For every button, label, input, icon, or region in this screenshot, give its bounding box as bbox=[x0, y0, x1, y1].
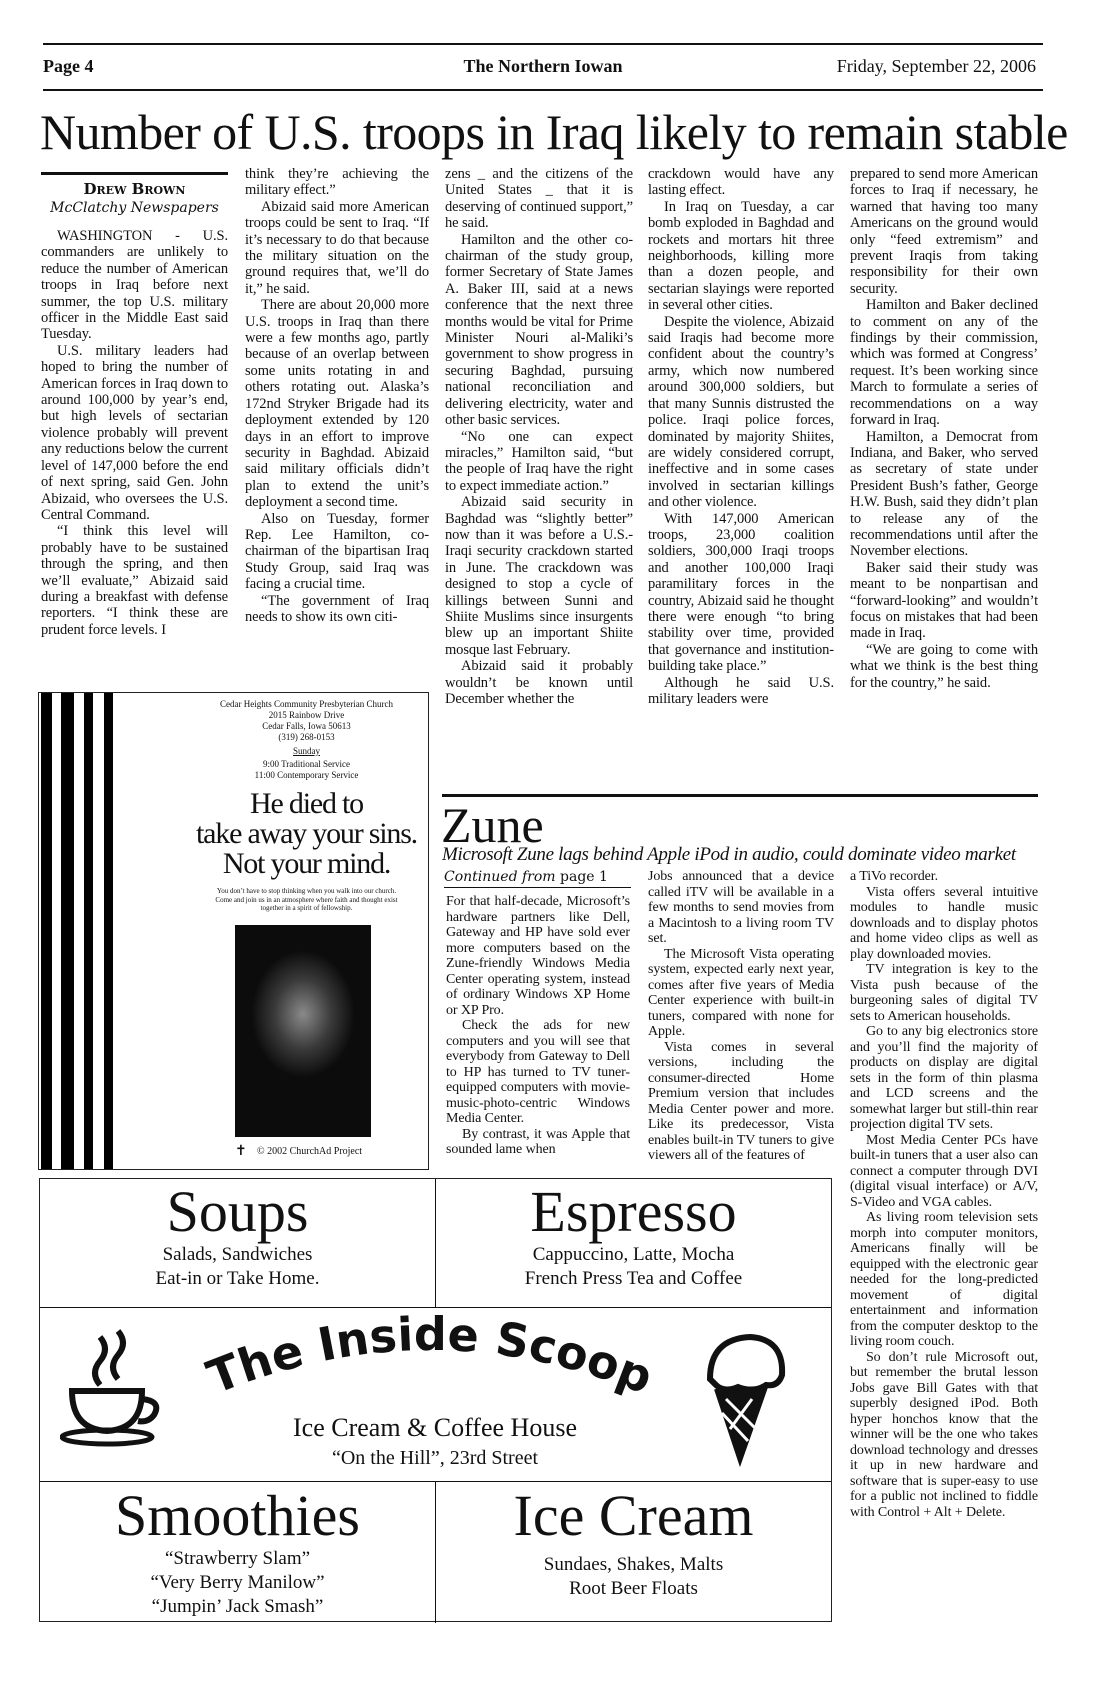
brand-logo bbox=[180, 1311, 680, 1409]
ice-cream-title: Ice Cream bbox=[513, 1483, 754, 1548]
header-rule bbox=[43, 89, 1043, 91]
service-day: Sunday bbox=[293, 746, 320, 756]
soups-title: Soups bbox=[166, 1179, 309, 1244]
paragraph: Hamilton and Baker declined to comment on any of the findings by their commission, which was formed at Congress’ request. It’s been working since March to formulate a series of recommendations on a way forward in Iraq. bbox=[850, 297, 1038, 429]
smoothie-item: “Very Berry Manilow” bbox=[150, 1572, 325, 1593]
service-time-1: 9:00 Traditional Service bbox=[263, 759, 350, 769]
smoothies-title: Smoothies bbox=[115, 1483, 360, 1548]
decorative-stripe bbox=[41, 693, 52, 1169]
paragraph: Despite the violence, Abizaid said Iraqis had become more confident about the country’s army, which now numbered around 300,000 soldiers, but that many Sunnis distrusted the police. Iraqi police forces, dominated by majority Shiites, are widely considered corrupt, ineffective and in some cases involved in sectarian killings and other violence. bbox=[648, 313, 834, 511]
ad-divider bbox=[40, 1307, 831, 1308]
newspaper-name: The Northern Iowan bbox=[463, 56, 623, 76]
continued-label: Continued from bbox=[444, 869, 556, 885]
inside-scoop-advertisement bbox=[39, 1178, 832, 1622]
soups-line-1: Salads, Sandwiches bbox=[162, 1244, 313, 1265]
paragraph: Go to any big electronics store and you’ll find the majority of products on display are digital sets in the form of thin plasma and LCD screens and the somewhat larger but still-thin rear projection digital TV sets. bbox=[850, 1024, 1038, 1132]
church-phone: (319) 268-0153 bbox=[278, 732, 335, 742]
zune-subtitle: Microsoft Zune lags behind Apple iPod in audio, could dominate video market bbox=[442, 844, 1016, 865]
article-column-4 bbox=[648, 166, 834, 707]
continued-from bbox=[444, 869, 631, 888]
article-column-1 bbox=[41, 228, 228, 638]
author-organization: McClatchy Newspapers bbox=[50, 200, 219, 216]
church-headline bbox=[179, 789, 429, 879]
espresso-panel bbox=[436, 1181, 831, 1291]
decorative-stripe bbox=[84, 693, 93, 1169]
church-city: Cedar Falls, Iowa 50613 bbox=[262, 721, 351, 731]
paragraph: There are about 20,000 more U.S. troops in Iraq than there were a few months ago, partly because of an overlap between some units rotating in and others rotating out. Alaska’s 172nd Stryker Brigade had its deployment extended by 120 days in an effort to improve security in Baghdad. Abizaid said military officials didn’t plan to extend the unit’s deployment a second time. bbox=[245, 297, 429, 511]
paragraph: Jobs announced that a device called iTV will be available in a few months to send movies from a Macintosh to a living room TV set. bbox=[648, 869, 834, 946]
paragraph: Abizaid said it probably wouldn’t be known until December whether the bbox=[445, 658, 633, 707]
paragraph: In Iraq on Tuesday, a car bomb exploded in Baghdad and rockets and mortars hit three neighborhoods, killing more than a dozen people, and sectarian slayings were reported in several other cities. bbox=[648, 198, 834, 314]
paragraph: WASHINGTON - U.S. commanders are unlikely to reduce the number of American troops in Iraq before next summer, the top U.S. military officer in the Middle East said Tuesday. bbox=[41, 228, 228, 343]
page-number: Page 4 bbox=[43, 56, 94, 76]
headline-line-3: Not your mind. bbox=[222, 847, 391, 880]
soups-panel bbox=[40, 1181, 435, 1291]
paragraph: crackdown would have any lasting effect. bbox=[648, 166, 834, 199]
church-address: 2015 Rainbow Drive bbox=[268, 710, 345, 720]
copyright: © 2002 ChurchAd Project bbox=[257, 1146, 363, 1157]
paragraph: “The government of Iraq needs to show its own citi- bbox=[245, 592, 429, 625]
paragraph: Although he said U.S. military leaders were bbox=[648, 674, 834, 707]
top-rule bbox=[43, 43, 1043, 45]
ice-cream-line-1: Sundaes, Shakes, Malts bbox=[543, 1554, 724, 1575]
zune-title: Zune bbox=[441, 797, 544, 853]
brand-name: The Inside Scoop bbox=[199, 1311, 661, 1405]
paragraph: Check the ads for new computers and you will see that everybody from Gateway to Dell to HP has turned to TV tuner-equipped computers with movie-music-photo-centric Windows Media Center. bbox=[446, 1018, 630, 1126]
church-name: Cedar Heights Community Presbyterian Church bbox=[220, 699, 393, 709]
ice-cream-panel bbox=[436, 1485, 831, 1601]
decorative-stripe bbox=[104, 693, 113, 1169]
espresso-title: Espresso bbox=[530, 1179, 737, 1244]
paragraph: The Microsoft Vista operating system, expected early next year, comes after five years of Media Center experience with built-in tuners, compared with none for Apple. bbox=[648, 946, 834, 1039]
svg-text:The Inside Scoop bbox=[200, 1311, 660, 1404]
smoothie-item: “Jumpin’ Jack Smash” bbox=[151, 1596, 324, 1617]
headline-line-2: take away your sins. bbox=[196, 817, 417, 850]
tagline: Ice Cream & Coffee House bbox=[293, 1413, 577, 1442]
paragraph: Also on Tuesday, former Rep. Lee Hamilton, co-chairman of the bipartisan Iraq Study Group, said Iraq was facing a crucial time. bbox=[245, 510, 429, 593]
portrait-image bbox=[235, 925, 371, 1137]
paragraph: prepared to send more American forces to Iraq if necessary, he warned that having too many Americans on the ground would only “feed extremism” and prevent Iraqis from taking responsibility for their own security. bbox=[850, 166, 1038, 297]
paragraph: Abizaid said more American troops could be sent to Iraq. “If it’s necessary to do that because the military situation on the ground requires that, we’ll do it,” he said. bbox=[245, 198, 429, 297]
church-info bbox=[189, 699, 424, 781]
paragraph: a TiVo recorder. bbox=[850, 869, 938, 884]
zune-column-2 bbox=[648, 869, 834, 1164]
paragraph: Baker said their study was meant to be nonpartisan and “forward-looking” and wouldn’t focus on mistakes that had been made in Iraq. bbox=[850, 559, 1038, 642]
author-name: Drew Brown bbox=[83, 180, 186, 198]
paragraph: “I think this level will probably have to be sustained through the spring, and then we’ll evaluate,” Abizaid said during a breakfast with defense reporters. “I think these are prudent force levels. I bbox=[41, 523, 228, 638]
paragraph: So don’t rule Microsoft out, but remember the brutal lesson Jobs gave Bill Gates with that superbly designed iPod. Both hyper honchos know that the winner will be the one who takes download technology and dresses it up in new hardware and software that is super-easy to use for a public not inclined to fiddle with Control + Alt + Delete. bbox=[850, 1349, 1038, 1520]
paragraph: zens _ and the citizens of the United States _ that it is deserving of continued support,” he said. bbox=[445, 166, 633, 232]
paragraph: Hamilton, a Democrat from Indiana, and Baker, who served as secretary of state under President Bush’s father, George H.W. Bush, said they didn’t plan to release any of the recommendations until after the November elections. bbox=[850, 428, 1038, 560]
decorative-stripe bbox=[61, 693, 74, 1169]
issue-date: Friday, September 22, 2006 bbox=[836, 56, 1036, 76]
byline bbox=[41, 180, 228, 216]
headline: Number of U.S. troops in Iraq likely to remain stable bbox=[40, 104, 1068, 160]
paragraph: “No one can expect miracles,” Hamilton said, “but the people of Iraq have the right to expect immediate action.” bbox=[445, 428, 633, 494]
service-time-2: 11:00 Contemporary Service bbox=[254, 770, 359, 780]
paragraph: Abizaid said security in Baghdad was “slightly better” now than it was before a U.S.-Iraqi security crackdown started in June. The crackdown was designed to stop a cycle of killings between Sunni and Shiite Muslims since insurgents blew up an important Shiite mosque last February. bbox=[445, 494, 633, 658]
paragraph: think they’re achieving the military effect.” bbox=[245, 166, 429, 199]
location: “On the Hill”, 23rd Street bbox=[331, 1447, 539, 1469]
paragraph: Vista comes in several versions, including the consumer-directed Home Premium version that includes Media Center power and more. Like its predecessor, Vista enables built-in TV tuners to give viewers all of the features of bbox=[648, 1039, 834, 1163]
paragraph: Most Media Center PCs have built-in tuners that a user also can connect a computer through DVI (digital visual interface) or A/V, S-Video and VGA cables. bbox=[850, 1132, 1038, 1210]
paragraph: “We are going to come with what we think is the best thing for the country,” he said. bbox=[850, 641, 1038, 691]
cross-logo-icon: ✝ bbox=[235, 1144, 247, 1159]
ice-cream-line-2: Root Beer Floats bbox=[569, 1578, 698, 1599]
church-body: You don’t have to stop thinking when you walk into our church. Come and join us in an atmosphere where faith and thought exist together in a spirit of fellowship. bbox=[215, 887, 398, 912]
article-column-5 bbox=[850, 166, 1038, 691]
paragraph: Hamilton and the other co-chairman of the study group, former Secretary of State James A. Baker III, said at a news conference that the next three months would be vital for Prime Minister Nouri al-Maliki’s government to show progress in securing Baghdad, pursuing national reconciliation and delivering electricity, water and other basic services. bbox=[445, 231, 633, 429]
zune-column-1 bbox=[446, 894, 630, 1158]
espresso-line-2: French Press Tea and Coffee bbox=[524, 1268, 743, 1289]
article-column-2 bbox=[245, 166, 429, 625]
zune-column-3 bbox=[850, 869, 1038, 1520]
byline-rule bbox=[41, 172, 228, 175]
coffee-cup-icon bbox=[60, 1329, 170, 1449]
espresso-line-1: Cappuccino, Latte, Mocha bbox=[532, 1244, 735, 1265]
church-advertisement bbox=[38, 692, 429, 1170]
paragraph: Vista offers several intuitive modules to handle music downloads and to display photos and home video clips as well as play downloaded movies. bbox=[850, 884, 1038, 962]
continued-page[interactable]: page 1 bbox=[560, 869, 608, 885]
smoothies-panel bbox=[40, 1485, 435, 1619]
smoothie-item: “Strawberry Slam” bbox=[164, 1548, 311, 1569]
paragraph: U.S. military leaders had hoped to bring the number of American forces in Iraq down to around 100,000 by year’s end, but high levels of sectarian violence probably will prevent any reductions below the current level of 147,000 before the end of next spring, said Gen. John Abizaid, who oversees the U.S. Central Command. bbox=[41, 342, 228, 523]
paragraph: TV integration is key to the Vista push because of the burgeoning sales of digital TV sets to American households. bbox=[850, 962, 1038, 1024]
paragraph: With 147,000 American troops, 23,000 coalition soldiers, 300,000 Iraqi troops and another 100,000 Iraqi paramilitary forces in the country, Abizaid said he thought there were enough “to bring stability over time, provided that governance and institution-building take place.” bbox=[648, 510, 834, 675]
headline-line-1: He died to bbox=[250, 787, 363, 820]
soups-line-2: Eat-in or Take Home. bbox=[155, 1268, 320, 1289]
paragraph: As living room television sets morph into computer monitors, Americans finally will be equipped with the electronic gear needed for the long-predicted movement of digital entertainment and information from the computer desktop to the living room couch. bbox=[850, 1210, 1038, 1349]
article-column-3 bbox=[445, 166, 633, 707]
ice-cream-cone-icon bbox=[700, 1329, 790, 1469]
paragraph: For that half-decade, Microsoft’s hardware partners like Dell, Gateway and HP have sold ever more computers based on the Zune-friendly Windows Media Center operating system, instead of ordinary Windows XP Home or XP Pro. bbox=[446, 894, 630, 1018]
paragraph: By contrast, it was Apple that sounded lame when bbox=[446, 1126, 630, 1157]
